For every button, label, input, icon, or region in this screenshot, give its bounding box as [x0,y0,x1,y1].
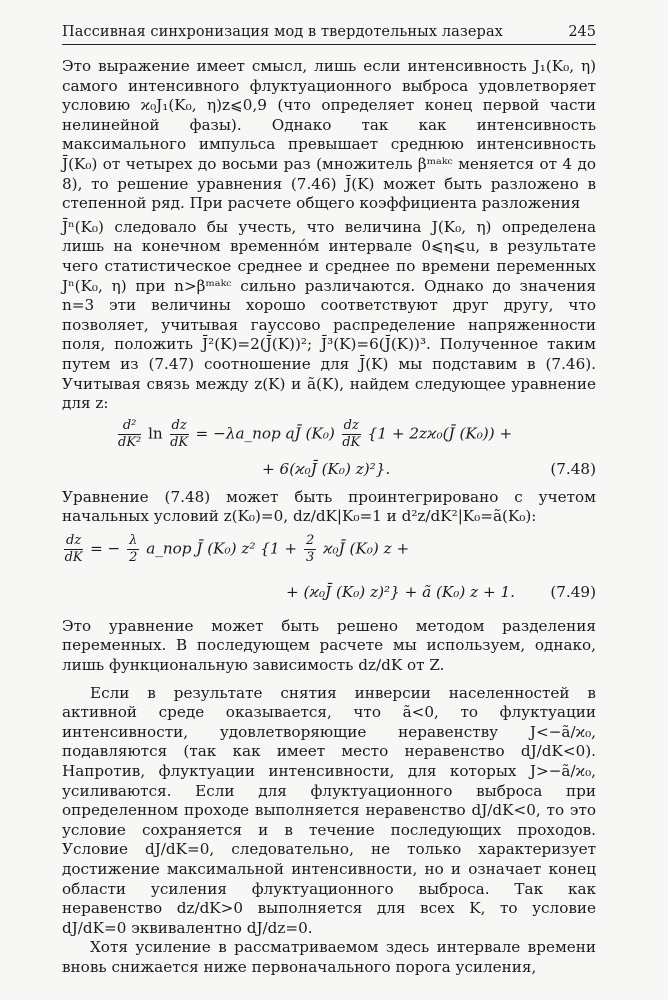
equation-number: (7.49) [550,582,596,601]
fraction: $\frac{dz}{dK}$ [64,532,83,565]
fraction: $\frac{dz}{dK}$ [342,417,361,450]
fraction: $\frac{dz}{dK}$ [170,417,189,450]
page-body [62,57,596,978]
equation-number: (7.48) [550,459,596,478]
paragraph: Уравнение (7.48) может быть проинтегрировано с учетом начальных условий z(K₀)=0, dz/dK|K₀=1 и d²z/dK²|K₀=ã(K₀): [62,487,596,526]
paragraph: Хотя усиление в рассматриваемом здесь интервале времени вновь снижается ниже первоначального порога усиления, [62,938,596,976]
fraction: $\frac{2}{3}$ [305,532,315,565]
page-number: 245 [568,24,596,40]
paragraph: Это уравнение может быть решено методом разделения переменных. В последующем расчете мы используем, однако, лишь функциональную зависимость dz/dK от Z. [62,616,596,675]
equation-7-48-line1: $\frac{\text{d²}}{\text{dK²}}$ ln $\frac{dz}{dK}$ = −λa_пор aJ̄ (K₀) $\frac{dz}{dK}$ {1 + 2zϰ₀(J̄ (K₀)) + [118,417,513,450]
running-header [62,22,596,45]
fraction: $\frac{\text{d²}}{\text{dK²}}$ [118,417,142,450]
paragraph: Если в результате снятия инверсии населенностей в активной среде оказывается, что ã<0, то флуктуации интенсивности, удовлетворяющие неравенству J<−ã/ϰ₀, подавляются (так как имеет место неравенство dJ/dK<0). Напротив, флуктуации интенсивности, для которых J>−ã/ϰ₀, усиливаются. Если для флуктуационного выброса при определенном проходе выполняется неравенство dJ/dK<0, то это условие сохраняется и в течение последующих проходов. Условие dJ/dK=0, следовательно, не только характеризует достижение максимальной интенсивности, но и означает конец области усиления флуктуационного выброса. Так как неравенство dz/dK>0 выполняется для всех K, то условие dJ/dK=0 эквивалентно dJ/dz=0. [62,683,596,937]
running-title: Пассивная синхронизация мод в твердотельных лазерах [62,24,503,40]
equation-7-48-line2: + 6(ϰ₀J̄ (K₀) z)²}. (7.48) [262,459,596,478]
equation-7-49-line1: $\frac{dz}{dK}$ = − $\frac{\lambda}{2}$ a_пор J̄ (K₀) z² {1 + $\frac{2}{3}$ ϰ₀J̄ (K₀) z + [64,532,410,565]
paragraph: J̄ⁿ(K₀) следовало бы учесть, что величина J(K₀, η) определена лишь на конечном временно́м интервале 0⩽η⩽u, в результате чего статистическое среднее и среднее по времени переменных Jⁿ(K₀, η) при n>βᵐᵃᵏᶜ сильно различаются. Однако до значения n=3 эти величины хорошо соответствуют друг другу, что позволяет, учитывая гауссово распределение напряженности поля, положить J̄²(K)=2(J̄(K))²; J̄³(K)=6(J̄(K))³. Полученное таким путем из (7.47) соотношение для J̄(K) мы подставим в (7.46). Учитывая связь между z(K) и ã(K), найдем следующее уравнение для z: [62,217,596,413]
fraction: $\frac{\lambda}{2}$ [129,532,138,565]
equation-7-49-line2: + (ϰ₀J̄ (K₀) z)²} + ã (K₀) z + 1. (7.49) [286,582,596,601]
paragraph: Это выражение имеет смысл, лишь если интенсивность J₁(K₀, η) самого интенсивного флуктуационного выброса удовлетворяет условию ϰ₀J₁(K₀, η)z⩽0,9 (что определяет конец первой части нелинейной фазы). Однако так как интенсивность максимального импульса превышает среднюю интенсивность J̄(K₀) от четырех до восьми раз (множитель βᵐᵃᵏᶜ меняется от 4 до 8), то решение уравнения (7.46) J̄(K) может быть разложено в степенной ряд. При расчете общего коэффициента разложения [62,57,596,213]
